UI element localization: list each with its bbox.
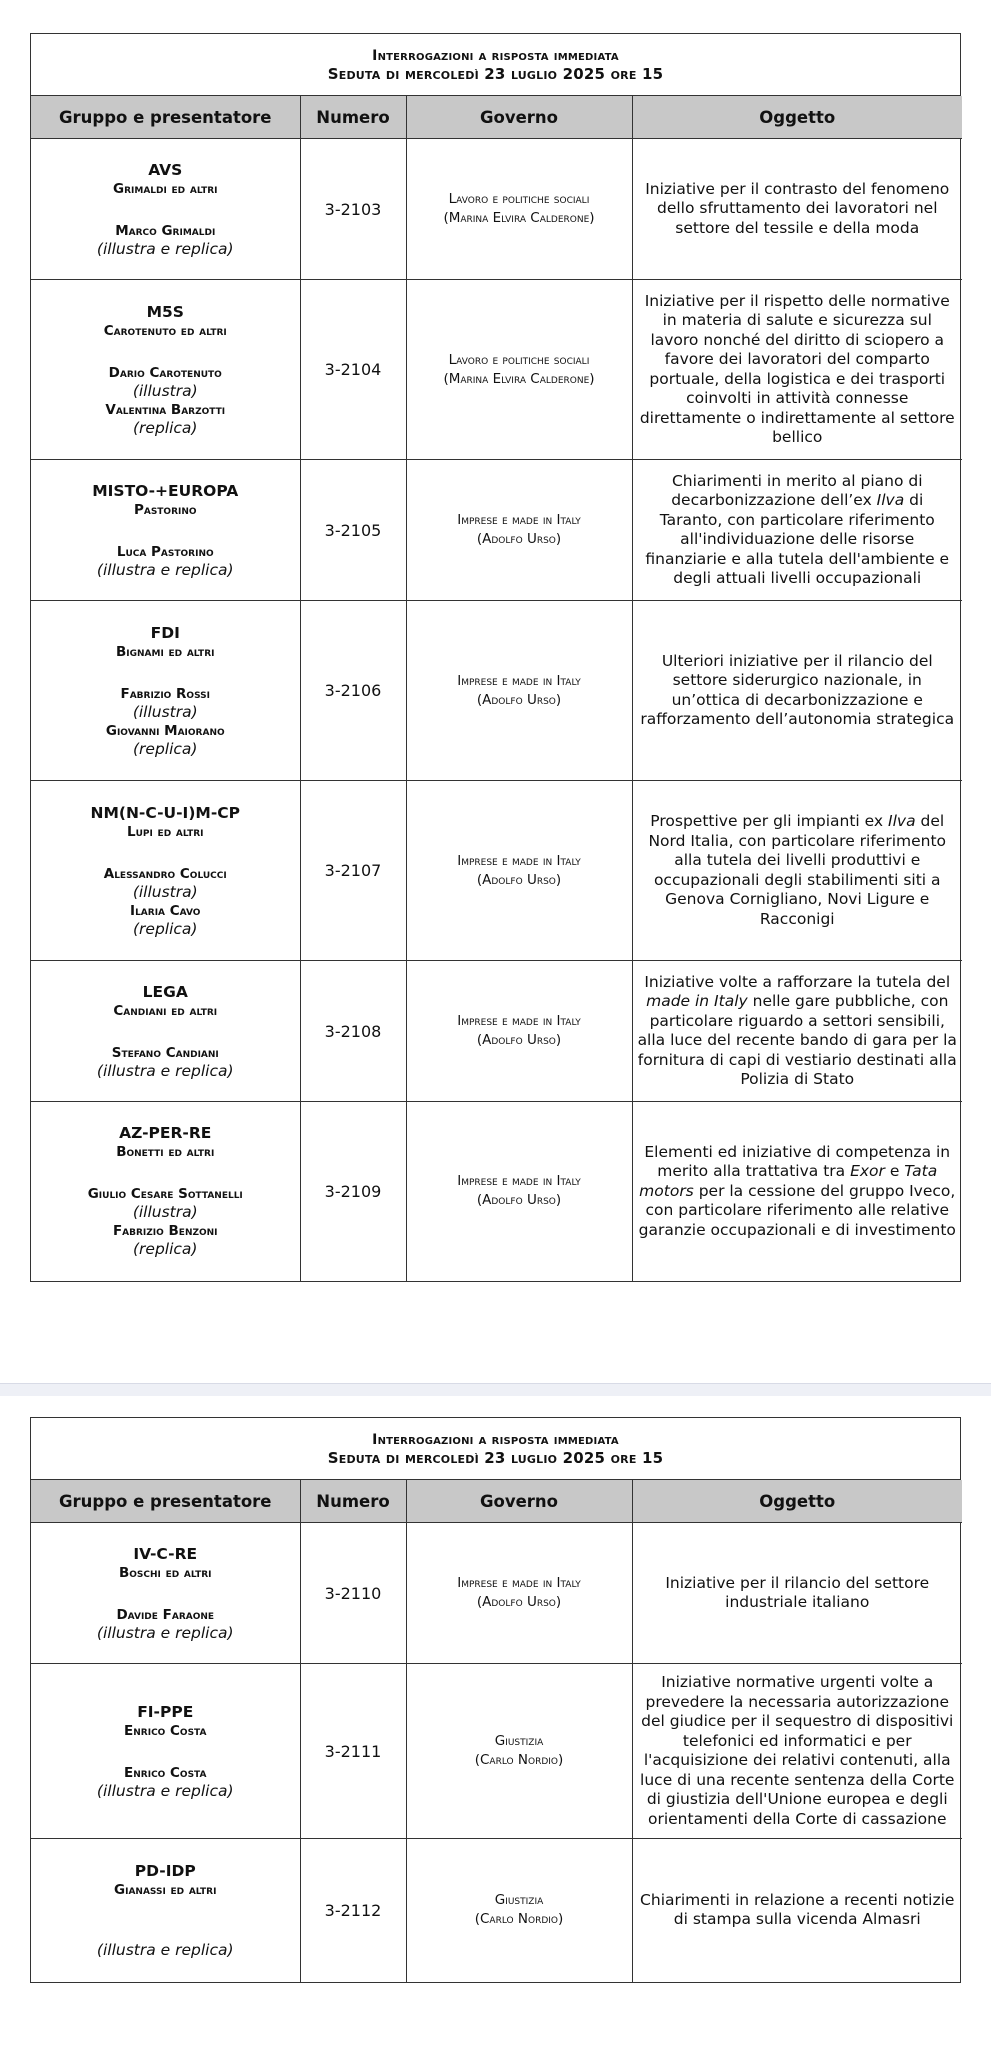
presenter: Marco Grimaldi [115, 222, 216, 239]
presenter: Fabrizio Rossi [120, 685, 210, 702]
signers: Candiani ed altri [113, 1002, 218, 1019]
presenter-role: (replica) [133, 919, 198, 938]
document-table-1 [30, 33, 961, 1282]
question-number: 3-2107 [300, 781, 406, 961]
table-row [31, 961, 962, 1102]
group-name: M5S [146, 302, 184, 321]
presenter: Luca Pastorino [116, 543, 214, 560]
subject-cell: Chiarimenti in relazione a recenti notizie di stampa sulla vicenda Almasri [640, 1890, 955, 1929]
signers: Lupi ed altri [126, 823, 204, 840]
ministry: Lavoro e politiche sociali [448, 191, 590, 207]
group-cell [31, 961, 300, 1102]
ministry: Giustizia [494, 1892, 544, 1909]
table-header-row [31, 96, 962, 139]
minister: (Marina Elvira Calderone) [443, 210, 595, 226]
column-header: Oggetto [632, 1480, 962, 1523]
group-name: FI-PPE [137, 1702, 194, 1721]
presenter [35, 1923, 296, 1941]
question-number: 3-2109 [300, 1102, 406, 1281]
ministry: Imprese e made in Italy [457, 1013, 581, 1029]
group-name: AZ-PER-RE [119, 1124, 212, 1143]
group-cell [31, 460, 300, 601]
minister: (Adolfo Urso) [476, 531, 562, 547]
signers: Grimaldi ed altri [113, 180, 218, 197]
group-name: IV-C-RE [133, 1544, 198, 1563]
government-cell [406, 1839, 632, 1982]
subject-cell: Iniziative per il rispetto delle normative in materia di salute e sicurezza sul lavoro nonché del diritto di sciopero a favore dei lavoratori del comparto portuale, della logistica e dei trasporti coinvolti in attività connesse direttamente o indirettamente al settore bellico [632, 280, 962, 460]
presenter-role: (illustra e replica) [96, 560, 234, 579]
group-cell [31, 1664, 300, 1839]
signers: Bonetti ed altri [116, 1144, 215, 1161]
signers: Carotenuto ed altri [103, 322, 227, 339]
document-header [31, 1418, 960, 1480]
subject-cell: Iniziative volte a rafforzare la tutela del made in Italy nelle gare pubbliche, con particolare riguardo a settori sensibili, alla luce del recente bando di gara per la fornitura di capi di vestiario destinati alla Polizia di Stato [632, 961, 962, 1102]
government-cell [406, 460, 632, 601]
subject-cell: Chiarimenti in merito al piano di decarbonizzazione dell’ex Ilva di Taranto, con particolare riferimento all'individuazione delle risorse finanziarie e alla tutela dell'ambiente e degli attuali livelli occupazionali [632, 460, 962, 601]
table-row [31, 601, 962, 781]
column-header: Oggetto [632, 96, 962, 139]
government-cell [406, 139, 632, 280]
minister: (Marina Elvira Calderone) [443, 370, 595, 387]
group-name: LEGA [142, 982, 188, 1001]
minister: (Carlo Nordio) [474, 1911, 564, 1928]
presenter-role: (illustra e replica) [96, 1061, 234, 1080]
column-header: Numero [300, 1480, 406, 1523]
group-cell [31, 781, 300, 961]
minister: (Adolfo Urso) [476, 871, 562, 888]
ministry: Giustizia [494, 1733, 544, 1749]
question-number: 3-2105 [300, 460, 406, 601]
presenter-role: (replica) [133, 418, 198, 437]
ministry: Imprese e made in Italy [457, 852, 581, 869]
questions-table [31, 96, 962, 1281]
government-cell [406, 601, 632, 781]
signers: Bignami ed altri [116, 643, 215, 660]
minister: (Adolfo Urso) [476, 691, 562, 708]
group-name: NM(N-C-U-I)M-CP [90, 803, 240, 822]
ministry: Imprese e made in Italy [457, 512, 581, 528]
presenter: Davide Faraone [116, 1606, 215, 1623]
presenter: Alessandro Colucci [103, 865, 227, 882]
group-cell [31, 1102, 300, 1281]
presenter-role: (illustra e replica) [96, 239, 234, 258]
group-name: FDI [150, 623, 180, 642]
table-row [31, 1664, 962, 1839]
signers: Pastorino [133, 501, 197, 518]
table-header-row [31, 1480, 962, 1523]
question-number: 3-2111 [300, 1664, 406, 1839]
group-name: PD-IDP [134, 1861, 196, 1880]
presenter-role: (illustra e replica) [96, 1623, 234, 1642]
group-cell [31, 1839, 300, 1982]
presenter-role: (illustra e replica) [96, 1940, 234, 1959]
subject-cell: Prospettive per gli impianti ex Ilva del Nord Italia, con particolare riferimento alla tutela dei livelli produttivi e occupazionali degli stabilimenti siti a Genova Cornigliano, Novi Ligure e Racconigi [632, 781, 962, 961]
presenter: Enrico Costa [124, 1764, 207, 1781]
column-header: Governo [406, 96, 632, 139]
table-row [31, 139, 962, 280]
signers: Gianassi ed altri [114, 1881, 217, 1898]
table-row [31, 280, 962, 460]
page-2 [0, 1396, 991, 2048]
government-cell [406, 1102, 632, 1281]
column-header: Gruppo e presentatore [31, 96, 300, 139]
presenter-role: (replica) [133, 739, 198, 758]
presenter-role: (illustra e replica) [96, 1781, 234, 1800]
group-cell [31, 1523, 300, 1664]
government-cell [406, 961, 632, 1102]
presenter: Valentina Barzotti [105, 401, 226, 418]
column-header: Numero [300, 96, 406, 139]
table-row [31, 1839, 962, 1982]
table-row [31, 781, 962, 961]
table-row [31, 460, 962, 601]
presenter-role: (illustra) [132, 702, 198, 721]
subject-cell: Iniziative per il contrasto del fenomeno dello sfruttamento dei lavoratori nel settore del tessile e della moda [632, 139, 962, 280]
subject-cell: Elementi ed iniziative di competenza in merito alla trattativa tra Exor e Tata motors per la cessione del gruppo Iveco, con particolare riferimento alle relative garanzie occupazionali e di investimento [638, 1142, 956, 1239]
presenter-role: (illustra) [132, 381, 198, 400]
minister: (Adolfo Urso) [476, 1032, 562, 1048]
group-cell [31, 601, 300, 781]
header-session: Seduta di mercoledì 23 luglio 2025 ore 15 [327, 64, 664, 83]
header-session: Seduta di mercoledì 23 luglio 2025 ore 15 [327, 1448, 664, 1467]
ministry: Lavoro e politiche sociali [448, 351, 590, 368]
minister: (Adolfo Urso) [476, 1594, 562, 1610]
subject-cell: Iniziative normative urgenti volte a prevedere la necessaria autorizzazione del giudice per il sequestro di dispositivi telefonici ed informatici e per l'acquisizione dei relativi contenuti, alla luce di una recente sentenza della Corte di giustizia dell'Unione europea e degli orientamenti della Corte di cassazione [632, 1664, 962, 1839]
page-separator [0, 1383, 991, 1397]
group-name: AVS [148, 160, 183, 179]
signers: Boschi ed altri [118, 1564, 212, 1581]
group-cell [31, 280, 300, 460]
column-header: Governo [406, 1480, 632, 1523]
presenter-role: (illustra) [132, 882, 198, 901]
presenter-role: (illustra) [132, 1203, 198, 1222]
ministry: Imprese e made in Italy [457, 1173, 581, 1190]
government-cell [406, 280, 632, 460]
question-number: 3-2106 [300, 601, 406, 781]
presenter: Giovanni Maiorano [105, 722, 225, 739]
presenter-role: (replica) [133, 1240, 198, 1259]
group-cell [31, 139, 300, 280]
group-name: MISTO-+EUROPA [92, 481, 239, 500]
table-row [31, 1102, 962, 1281]
question-number: 3-2110 [300, 1523, 406, 1664]
government-cell [406, 781, 632, 961]
presenter: Dario Carotenuto [108, 364, 222, 381]
minister: (Carlo Nordio) [474, 1752, 564, 1768]
presenter: Fabrizio Benzoni [112, 1223, 218, 1240]
document-table-2 [30, 1417, 961, 1983]
government-cell [406, 1664, 632, 1839]
presenter: Ilaria Cavo [130, 902, 201, 919]
header-title: Interrogazioni a risposta immediata [372, 1431, 619, 1448]
table-row [31, 1523, 962, 1664]
minister: (Adolfo Urso) [476, 1192, 562, 1209]
presenter: Giulio Cesare Sottanelli [87, 1186, 243, 1203]
questions-table [31, 1480, 962, 1982]
signers: Enrico Costa [124, 1722, 207, 1739]
question-number: 3-2108 [300, 961, 406, 1102]
ministry: Imprese e made in Italy [457, 1575, 581, 1591]
question-number: 3-2104 [300, 280, 406, 460]
government-cell [406, 1523, 632, 1664]
presenter: Stefano Candiani [111, 1044, 219, 1061]
ministry: Imprese e made in Italy [457, 672, 581, 689]
column-header: Gruppo e presentatore [31, 1480, 300, 1523]
header-title: Interrogazioni a risposta immediata [372, 47, 619, 64]
question-number: 3-2103 [300, 139, 406, 280]
subject-cell: Iniziative per il rilancio del settore industriale italiano [632, 1523, 962, 1664]
document-header [31, 34, 960, 96]
question-number: 3-2112 [300, 1839, 406, 1982]
subject-cell: Ulteriori iniziative per il rilancio del settore siderurgico nazionale, in un’ottica di decarbonizzazione e rafforzamento dell’autonomia strategica [632, 601, 962, 781]
